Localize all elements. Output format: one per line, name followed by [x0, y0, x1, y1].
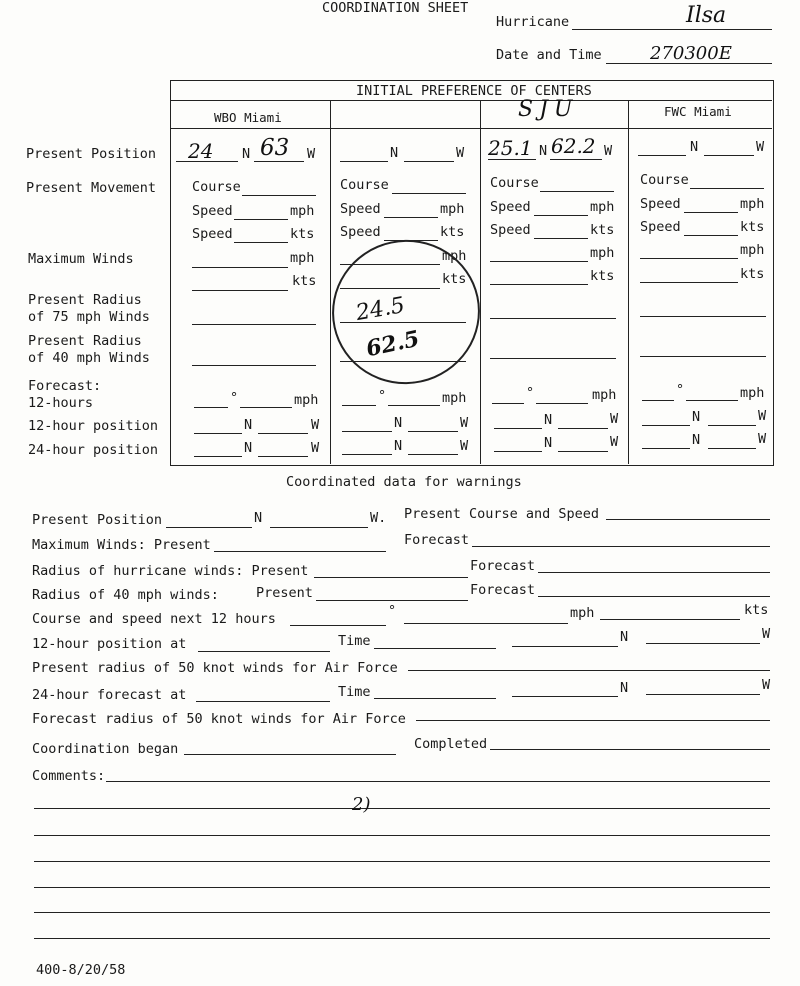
c2-n-label: N	[390, 145, 399, 161]
c2-speed-unit-mph: mph	[440, 201, 465, 217]
cd-course-next12-kts: kts	[744, 602, 769, 618]
c2-speed-label-1: Speed	[340, 201, 381, 217]
cd-course-next12-deg: °	[388, 603, 397, 619]
c2-maxwind-mph: mph	[442, 248, 467, 264]
sju-course-label: Course	[490, 175, 539, 191]
wbo-fc12-deg-line	[194, 407, 228, 408]
sju-radius75-line	[490, 318, 616, 319]
cd-comments-label: Comments:	[32, 768, 106, 784]
row-label-forecast-b: 12-hours	[28, 395, 94, 411]
cd-radius50-forecast-line	[416, 720, 770, 721]
sju-pos24-w-line	[558, 451, 608, 452]
circled-value-2: 62.5	[363, 325, 422, 363]
wbo-radius75-line	[192, 324, 316, 325]
sju-pos24-w: W	[610, 434, 619, 450]
fwc-fc12-mph: mph	[740, 385, 765, 401]
wbo-pos24-w: W	[311, 440, 320, 456]
sju-maxwind-mph-line	[490, 261, 588, 262]
wbo-maxwind-mph-line	[192, 267, 288, 268]
cd-radius-hurricane-forecast-line	[538, 572, 770, 573]
cd-course-speed-label: Present Course and Speed	[404, 506, 600, 522]
cd-pos24-lon-line	[646, 694, 760, 695]
row-label-forecast-a: Forecast:	[28, 378, 102, 394]
c2-pos12-w-line	[408, 431, 458, 432]
sju-lon-value: 62.2	[551, 134, 596, 158]
comment-handwriting: 2)	[352, 794, 371, 815]
wbo-speed-line-1	[234, 219, 288, 220]
c2-lat-line	[340, 161, 388, 162]
c2-course-line	[392, 193, 466, 194]
form-number: 400-8/20/58	[36, 962, 126, 978]
cd-coord-began-label: Coordination began	[32, 741, 179, 757]
wbo-course-label: Course	[192, 179, 241, 195]
cd-present-n: N	[254, 510, 263, 526]
cd-present-w: W.	[370, 510, 387, 526]
fwc-fc12-mph-line	[686, 400, 738, 401]
sju-pos24-n-line	[494, 451, 542, 452]
table-col-divider-1	[330, 101, 331, 464]
wbo-lon-value: 63	[260, 135, 290, 161]
cd-course-next12-mph-line	[404, 623, 568, 624]
row-label-present-position: Present Position	[26, 146, 157, 162]
sju-speed-label-1: Speed	[490, 199, 531, 215]
cd-max-winds-forecast-line	[472, 546, 770, 547]
fwc-fc12-deg-line	[642, 400, 674, 401]
fwc-lat-line	[638, 155, 686, 156]
fwc-course-line	[690, 188, 764, 189]
c2-fc12-deg: °	[378, 388, 387, 404]
c2-pos12-w: W	[460, 415, 469, 431]
wbo-pos24-n: N	[244, 440, 253, 456]
sju-fc12-deg: °	[526, 385, 535, 401]
wbo-fc12-mph: mph	[294, 392, 319, 408]
fwc-pos24-n-line	[642, 448, 690, 449]
sju-speed-unit-kts: kts	[590, 222, 615, 238]
sju-speed-line-2	[534, 238, 588, 239]
fwc-maxwind-mph: mph	[740, 242, 765, 258]
cd-radius-hurricane-forecast-label: Forecast	[470, 558, 536, 574]
cd-radius-hurricane-label: Radius of hurricane winds: Present	[32, 563, 309, 579]
cd-coord-began-line	[184, 754, 396, 755]
wbo-pos12-n: N	[244, 417, 253, 433]
comment-line-5	[34, 887, 770, 888]
wbo-speed-line-2	[234, 242, 288, 243]
fwc-pos12-w-line	[708, 425, 756, 426]
cd-max-winds-line	[214, 551, 386, 552]
row-label-radius75-b: of 75 mph Winds	[28, 309, 150, 325]
datetime-value: 270300E	[650, 43, 732, 64]
cd-pos12-time-line	[374, 648, 496, 649]
cd-radius40-present-line	[316, 600, 468, 601]
cd-course-next12-kts-line	[600, 619, 740, 620]
wbo-pos12-w-line	[258, 433, 308, 434]
fwc-pos12-n-line	[642, 425, 690, 426]
coordinated-title: Coordinated data for warnings	[286, 474, 522, 490]
row-label-present-movement: Present Movement	[26, 180, 157, 196]
hurricane-line	[572, 29, 772, 30]
cd-pos24-n: N	[620, 680, 629, 696]
cd-pos24-time-label: Time	[338, 684, 371, 700]
cd-pos12-lat-line	[512, 646, 618, 647]
fwc-course-label: Course	[640, 172, 689, 188]
cd-pos12-n: N	[620, 629, 629, 645]
c2-pos24-n: N	[394, 438, 403, 454]
cd-pos12-lon-line	[646, 643, 760, 644]
sju-n-label: N	[539, 143, 548, 159]
c2-speed-line-1	[384, 217, 438, 218]
hurricane-value: Ilsa	[686, 3, 727, 28]
sju-fc12-deg-line	[492, 403, 524, 404]
table-title-divider	[171, 100, 772, 101]
fwc-pos24-w-line	[708, 448, 756, 449]
cd-radius50-forecast-label: Forecast radius of 50 knot winds for Air Force	[32, 711, 406, 727]
c2-pos12-n: N	[394, 415, 403, 431]
sju-radius40-line	[490, 358, 616, 359]
wbo-speed-unit-kts: kts	[290, 226, 315, 242]
sju-maxwind-mph: mph	[590, 245, 615, 261]
cd-pos12-label: 12-hour position at	[32, 636, 187, 652]
sju-speed-label-2: Speed	[490, 222, 531, 238]
wbo-pos24-n-line	[194, 456, 242, 457]
sju-pos12-w: W	[610, 411, 619, 427]
comment-line-3	[34, 835, 770, 836]
sju-lon-line	[550, 159, 602, 160]
c2-pos24-w-line	[408, 454, 458, 455]
cd-pos12-at-line	[198, 651, 330, 652]
row-label-radius75-a: Present Radius	[28, 292, 142, 308]
cd-pos12-time-label: Time	[338, 633, 371, 649]
sju-fc12-mph: mph	[592, 387, 617, 403]
c2-course-label: Course	[340, 177, 389, 193]
fwc-speed-line-2	[684, 235, 738, 236]
wbo-maxwind-mph: mph	[290, 250, 315, 266]
wbo-pos24-w-line	[258, 456, 308, 457]
sju-maxwind-kts: kts	[590, 268, 615, 284]
fwc-radius75-line	[640, 316, 766, 317]
cd-radius40-forecast-line	[538, 596, 770, 597]
sju-pos12-n-line	[494, 428, 542, 429]
table-col-divider-2	[480, 101, 481, 464]
wbo-n-label: N	[242, 146, 251, 162]
table-header-divider	[171, 128, 772, 129]
fwc-lon-line	[704, 155, 754, 156]
c2-fc12-mph: mph	[442, 390, 467, 406]
cd-completed-line	[490, 749, 770, 750]
wbo-pos12-n-line	[194, 433, 242, 434]
comment-line-4	[34, 861, 770, 862]
fwc-speed-label-2: Speed	[640, 219, 681, 235]
sju-maxwind-kts-line	[490, 284, 588, 285]
sju-speed-unit-mph: mph	[590, 199, 615, 215]
datetime-label: Date and Time	[496, 47, 602, 63]
wbo-speed-unit-mph: mph	[290, 203, 315, 219]
fwc-speed-label-1: Speed	[640, 196, 681, 212]
wbo-fc12-deg: °	[230, 390, 239, 406]
fwc-speed-unit-mph: mph	[740, 196, 765, 212]
fwc-maxwind-mph-line	[640, 258, 738, 259]
cd-course-next12-line	[290, 625, 386, 626]
c2-pos12-n-line	[342, 431, 392, 432]
fwc-n-label: N	[690, 139, 699, 155]
preference-title: INITIAL PREFERENCE OF CENTERS	[356, 83, 592, 99]
form-title: COORDINATION SHEET	[322, 0, 469, 16]
sju-pos12-w-line	[558, 428, 608, 429]
cd-pos24-lat-line	[512, 696, 618, 697]
cd-radius40-forecast-label: Forecast	[470, 582, 536, 598]
cd-pos24-label: 24-hour forecast at	[32, 687, 187, 703]
c2-fc12-mph-line	[388, 405, 440, 406]
cd-radius40-present-label: Present	[256, 585, 313, 601]
col-header-wbo: WBO Miami	[214, 110, 282, 125]
wbo-maxwind-kts-line	[192, 290, 288, 291]
col-header-fwc: FWC Miami	[664, 104, 732, 119]
c2-w-label: W	[456, 145, 465, 161]
cd-present-position-label: Present Position	[32, 512, 163, 528]
c2-maxwind-kts: kts	[442, 271, 467, 287]
cd-pos24-at-line	[196, 701, 330, 702]
row-label-radius40-a: Present Radius	[28, 333, 142, 349]
cd-radius40-label: Radius of 40 mph winds:	[32, 587, 219, 603]
fwc-maxwind-kts: kts	[740, 266, 765, 282]
sju-w-label: W	[604, 143, 613, 159]
cd-course-speed-line	[606, 519, 770, 520]
cd-radius50-present-label: Present radius of 50 knot winds for Air Force	[32, 660, 398, 676]
row-label-pos12: 12-hour position	[28, 418, 159, 434]
wbo-fc12-mph-line	[240, 407, 292, 408]
comment-line-1	[106, 781, 770, 782]
cd-completed-label: Completed	[414, 736, 488, 752]
row-label-pos24: 24-hour position	[28, 442, 159, 458]
cd-course-next12-mph: mph	[570, 605, 595, 621]
wbo-w-label: W	[307, 146, 316, 162]
comment-line-2	[34, 808, 770, 809]
fwc-radius40-line	[640, 356, 766, 357]
sju-pos24-n: N	[544, 435, 553, 451]
fwc-pos24-w: W	[758, 431, 767, 447]
fwc-pos12-w: W	[758, 408, 767, 424]
fwc-w-label: W	[756, 139, 765, 155]
fwc-speed-unit-kts: kts	[740, 219, 765, 235]
wbo-speed-label-1: Speed	[192, 203, 233, 219]
comment-line-6	[34, 912, 770, 913]
wbo-speed-label-2: Speed	[192, 226, 233, 242]
wbo-maxwind-kts: kts	[292, 273, 317, 289]
fwc-fc12-deg: °	[676, 382, 685, 398]
fwc-pos12-n: N	[692, 409, 701, 425]
row-label-radius40-b: of 40 mph Winds	[28, 350, 150, 366]
fwc-pos24-n: N	[692, 432, 701, 448]
wbo-lon-line	[254, 161, 304, 162]
row-label-maximum-winds: Maximum Winds	[28, 251, 134, 267]
cd-max-winds-forecast-label: Forecast	[404, 532, 470, 548]
wbo-pos12-w: W	[311, 417, 320, 433]
wbo-radius40-line	[192, 365, 316, 366]
cd-pos24-time-line	[374, 698, 496, 699]
c2-speed-label-2: Speed	[340, 224, 381, 240]
c2-lon-line	[404, 161, 454, 162]
sju-fc12-mph-line	[536, 403, 588, 404]
cd-present-lat-line	[166, 527, 252, 528]
c2-pos24-w: W	[460, 438, 469, 454]
fwc-maxwind-kts-line	[640, 282, 738, 283]
cd-pos24-w: W	[762, 677, 771, 693]
c2-speed-unit-kts: kts	[440, 224, 465, 240]
cd-radius-hurricane-line	[314, 577, 468, 578]
circled-value-1: 24.5	[354, 292, 407, 327]
sju-speed-line-1	[534, 215, 588, 216]
wbo-lat-value: 24	[188, 139, 214, 163]
cd-max-winds-label: Maximum Winds: Present	[32, 537, 211, 553]
sju-lat-value: 25.1	[488, 136, 533, 160]
sju-course-line	[540, 191, 614, 192]
wbo-course-line	[242, 195, 316, 196]
col-header-sju: SJU	[518, 97, 579, 122]
hurricane-label: Hurricane	[496, 14, 570, 30]
sju-pos12-n: N	[544, 412, 553, 428]
c2-pos24-n-line	[342, 454, 392, 455]
fwc-speed-line-1	[684, 212, 738, 213]
table-col-divider-3	[628, 101, 629, 464]
cd-present-lon-line	[270, 527, 368, 528]
comment-line-7	[34, 938, 770, 939]
cd-course-next12-label: Course and speed next 12 hours	[32, 611, 276, 627]
c2-fc12-deg-line	[342, 405, 376, 406]
cd-radius50-present-line	[408, 670, 770, 671]
cd-pos12-w: W	[762, 626, 771, 642]
